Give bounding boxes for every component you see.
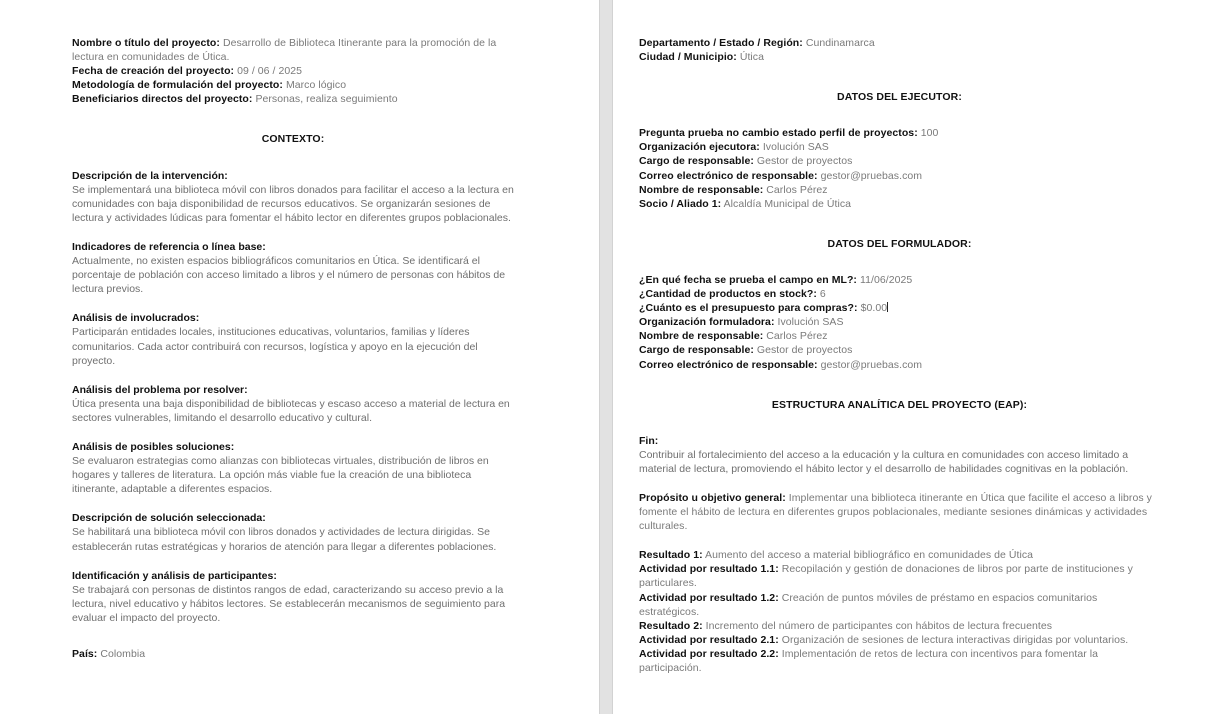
field-label: Cargo de responsable: xyxy=(639,155,754,168)
field-nombre-responsable-ejecutor xyxy=(639,183,1160,197)
field-value: Cundinamarca xyxy=(805,37,875,49)
field-value: Ivolución SAS xyxy=(762,141,829,154)
field-value: Gestor de proyectos xyxy=(756,344,853,357)
field-label: Actividad por resultado 1.1: xyxy=(639,563,779,576)
field-value[interactable]: $0.00 xyxy=(860,302,888,315)
field-label: Fecha de creación del proyecto: xyxy=(72,65,235,78)
block-text: Útica presenta una baja disponibilidad de bibliotecas y escaso acceso a material de lectura en sectores vulnerables, limitando el desarrollo educativo y cultural. xyxy=(72,397,510,424)
field-value: Personas, realiza seguimiento xyxy=(255,93,398,106)
block-analisis-problema xyxy=(72,383,514,425)
field-label: Ciudad / Municipio: xyxy=(639,51,737,64)
block-label: Indicadores de referencia o línea base: xyxy=(72,240,266,253)
block-text: Participarán entidades locales, instituciones educativas, voluntarios, familias y líderes comunitarios. Cada actor contribuirá con recursos, logística y apoyo en la ejecución del proyecto. xyxy=(72,326,478,367)
field-value: Útica xyxy=(739,51,764,64)
field-label: Resultado 1: xyxy=(639,549,703,562)
block-text: Se habilitará una biblioteca móvil con libros donados y actividades de lectura dirigidas. Se establecerán rutas estratégicas y horarios de atención para llegar a diferentes poblaciones. xyxy=(72,526,497,553)
block-label: Análisis del problema por resolver: xyxy=(72,383,248,396)
field-presupuesto-compras[interactable] xyxy=(639,301,1160,315)
block-text: Actualmente, no existen espacios bibliográficos comunitarios en Útica. Se identificará el porcentaje de población con acceso limitado a libros y el número de personas con hábitos de lectura previos. xyxy=(72,255,506,296)
spacer xyxy=(639,211,1160,237)
spacer xyxy=(72,296,514,311)
spacer xyxy=(72,147,514,169)
field-label: País: xyxy=(72,648,98,660)
ejecutor-fields xyxy=(639,126,1160,211)
section-title-datos-formulador: DATOS DEL FORMULADOR: xyxy=(827,237,972,250)
spacer xyxy=(639,412,1160,434)
field-correo-responsable-ejecutor xyxy=(639,169,1160,183)
field-label: ¿Cuánto es el presupuesto para compras?: xyxy=(639,302,858,315)
field-value: Colombia xyxy=(100,648,146,660)
eap-actividad-1-1 xyxy=(639,562,1160,590)
field-ciudad-municipio xyxy=(639,50,1160,64)
field-label: Correo electrónico de responsable: xyxy=(639,358,818,371)
field-cantidad-productos-stock xyxy=(639,287,1160,301)
section-title-datos-ejecutor: DATOS DEL EJECUTOR: xyxy=(837,91,962,104)
spacer xyxy=(639,533,1160,548)
eap-results-list xyxy=(639,548,1160,675)
field-label: ¿En qué fecha se prueba el campo en ML?: xyxy=(639,273,857,286)
field-label: Organización formuladora: xyxy=(639,316,775,329)
field-label: Socio / Aliado 1: xyxy=(639,197,722,210)
block-solucion-seleccionada xyxy=(72,511,514,553)
field-pregunta-prueba xyxy=(639,126,1160,140)
field-label: Propósito u objetivo general: xyxy=(639,491,786,504)
location-fields xyxy=(639,36,1160,64)
field-value: 09 / 06 / 2025 xyxy=(237,65,303,78)
field-socio-aliado-1 xyxy=(639,197,1160,211)
spacer xyxy=(639,372,1160,398)
field-label: Pregunta prueba no cambio estado perfil de proyectos: xyxy=(639,127,918,140)
document-page-left xyxy=(0,0,599,714)
spacer xyxy=(72,368,514,383)
field-label: Nombre o título del proyecto: xyxy=(72,37,220,49)
block-label: Identificación y análisis de participantes: xyxy=(72,569,277,582)
eap-actividad-2-2 xyxy=(639,647,1160,675)
field-departamento xyxy=(639,36,1160,50)
field-cargo-responsable-formulador xyxy=(639,343,1160,357)
field-value: Implementar una biblioteca itinerante en Útica que facilite el acceso a libros y fomente el hábito de lectura en diferentes grupos poblacionales, mediante sesiones dinámicas y actividades culturales. xyxy=(639,491,1152,533)
field-value: Desarrollo de Biblioteca Itinerante para la promoción de la lectura en comunidades de Útica. xyxy=(72,37,497,64)
field-value: gestor@pruebas.com xyxy=(820,169,923,182)
spacer xyxy=(72,496,514,511)
eap-resultado-2 xyxy=(639,619,1160,633)
field-organizacion-ejecutora xyxy=(639,140,1160,154)
block-analisis-involucrados xyxy=(72,311,514,367)
block-label: Análisis de involucrados: xyxy=(72,312,200,325)
field-value: 6 xyxy=(819,288,826,301)
field-project-creation-date xyxy=(72,64,514,78)
spacer xyxy=(639,476,1160,491)
field-cargo-responsable-ejecutor xyxy=(639,154,1160,168)
spacer xyxy=(639,251,1160,273)
field-label: ¿Cantidad de productos en stock?: xyxy=(639,288,817,301)
spacer xyxy=(72,225,514,240)
block-label: Descripción de la intervención: xyxy=(72,169,228,182)
field-value: 11/06/2025 xyxy=(859,273,913,286)
section-title-contexto: CONTEXTO: xyxy=(261,133,325,146)
field-label: Resultado 2: xyxy=(639,619,703,632)
field-nombre-responsable-formulador xyxy=(639,329,1160,343)
field-label: Departamento / Estado / Región: xyxy=(639,37,803,49)
field-methodology xyxy=(72,78,514,92)
field-label: Actividad por resultado 2.2: xyxy=(639,647,779,660)
field-value: Marco lógico xyxy=(285,79,347,92)
field-label: Actividad por resultado 2.1: xyxy=(639,633,779,646)
field-label: Nombre de responsable: xyxy=(639,330,764,343)
section-title-eap: ESTRUCTURA ANALÍTICA DEL PROYECTO (EAP): xyxy=(771,398,1028,411)
document-page-right xyxy=(613,0,1206,714)
field-project-name xyxy=(72,36,514,64)
spacer xyxy=(72,554,514,569)
field-organizacion-formuladora xyxy=(639,315,1160,329)
block-label: Descripción de solución seleccionada: xyxy=(72,512,266,525)
field-value: Alcaldía Municipal de Útica xyxy=(723,197,852,210)
page-gutter-divider xyxy=(599,0,613,714)
block-indicadores-linea-base xyxy=(72,240,514,296)
field-value: Ivolución SAS xyxy=(777,316,844,329)
field-value: Gestor de proyectos xyxy=(756,155,853,168)
field-value: Carlos Pérez xyxy=(766,330,828,343)
block-descripcion-intervencion xyxy=(72,169,514,225)
field-value: gestor@pruebas.com xyxy=(820,358,923,371)
field-label: Beneficiarios directos del proyecto: xyxy=(72,93,253,106)
eap-resultado-1 xyxy=(639,548,1160,562)
spacer xyxy=(639,104,1160,126)
field-label: Organización ejecutora: xyxy=(639,141,760,154)
field-value: Recopilación y gestión de donaciones de libros por parte de instituciones y particulares. xyxy=(639,563,1133,590)
field-value: Aumento del acceso a material bibliográfico en comunidades de Útica xyxy=(705,549,1034,562)
block-text: Contribuir al fortalecimiento del acceso a la educación y la cultura en comunidades con acceso limitado a material de lectura, promoviendo el hábito lector y el desarrollo de habilidades cognitivas en la población. xyxy=(639,448,1129,475)
field-fecha-prueba-ml xyxy=(639,273,1160,287)
field-correo-responsable-formulador xyxy=(639,358,1160,372)
block-text: Se implementará una biblioteca móvil con libros donados para facilitar el acceso a la lectura en comunidades con baja disponibilidad de recursos educativos. Se organizarán sesiones de lectura y actividades lúdicas para fomentar el hábito lector en diferentes grupos poblacionales. xyxy=(72,183,514,224)
spacer xyxy=(72,106,514,132)
spacer xyxy=(72,625,514,647)
block-posibles-soluciones xyxy=(72,440,514,496)
formulador-fields xyxy=(639,273,1160,372)
field-proposito-objetivo-general xyxy=(639,491,1160,533)
spacer xyxy=(72,425,514,440)
field-value: Creación de puntos móviles de préstamo en espacios comunitarios estratégicos. xyxy=(639,591,1098,618)
field-value: Incremento del número de participantes con hábitos de lectura frecuentes xyxy=(705,619,1053,632)
eap-fin xyxy=(639,434,1160,476)
field-label: Metodología de formulación del proyecto: xyxy=(72,79,283,92)
block-label: Análisis de posibles soluciones: xyxy=(72,440,235,453)
field-direct-beneficiaries xyxy=(72,92,514,106)
eap-actividad-1-2 xyxy=(639,591,1160,619)
project-header-fields xyxy=(72,36,514,106)
field-value: Carlos Pérez xyxy=(766,183,828,196)
spacer xyxy=(639,64,1160,90)
block-identificacion-participantes xyxy=(72,569,514,625)
field-value: Organización de sesiones de lectura interactivas dirigidas por voluntarios. xyxy=(781,633,1129,646)
text-caret xyxy=(887,302,888,312)
field-label: Correo electrónico de responsable: xyxy=(639,169,818,182)
field-label: Nombre de responsable: xyxy=(639,183,764,196)
block-label: Fin: xyxy=(639,434,659,447)
eap-proposito xyxy=(639,491,1160,533)
field-pais xyxy=(72,647,514,661)
field-label: Cargo de responsable: xyxy=(639,344,754,357)
block-text: Se trabajará con personas de distintos rangos de edad, caracterizando su acceso previo a la lectura, nivel educativo y hábitos lectores. Se establecerán mecanismos de seguimiento para evaluar el impacto del proyecto. xyxy=(72,583,506,624)
eap-actividad-2-1 xyxy=(639,633,1160,647)
field-value: 100 xyxy=(920,127,939,140)
block-text: Se evaluaron estrategias como alianzas con bibliotecas virtuales, distribución de libros en hogares y talleres de literatura. La opción más viable fue la creación de una biblioteca itinerante, adaptable a diferentes espacios. xyxy=(72,455,489,496)
field-label: Actividad por resultado 1.2: xyxy=(639,591,779,604)
field-value: Implementación de retos de lectura con incentivos para fomentar la participación. xyxy=(639,647,1099,674)
